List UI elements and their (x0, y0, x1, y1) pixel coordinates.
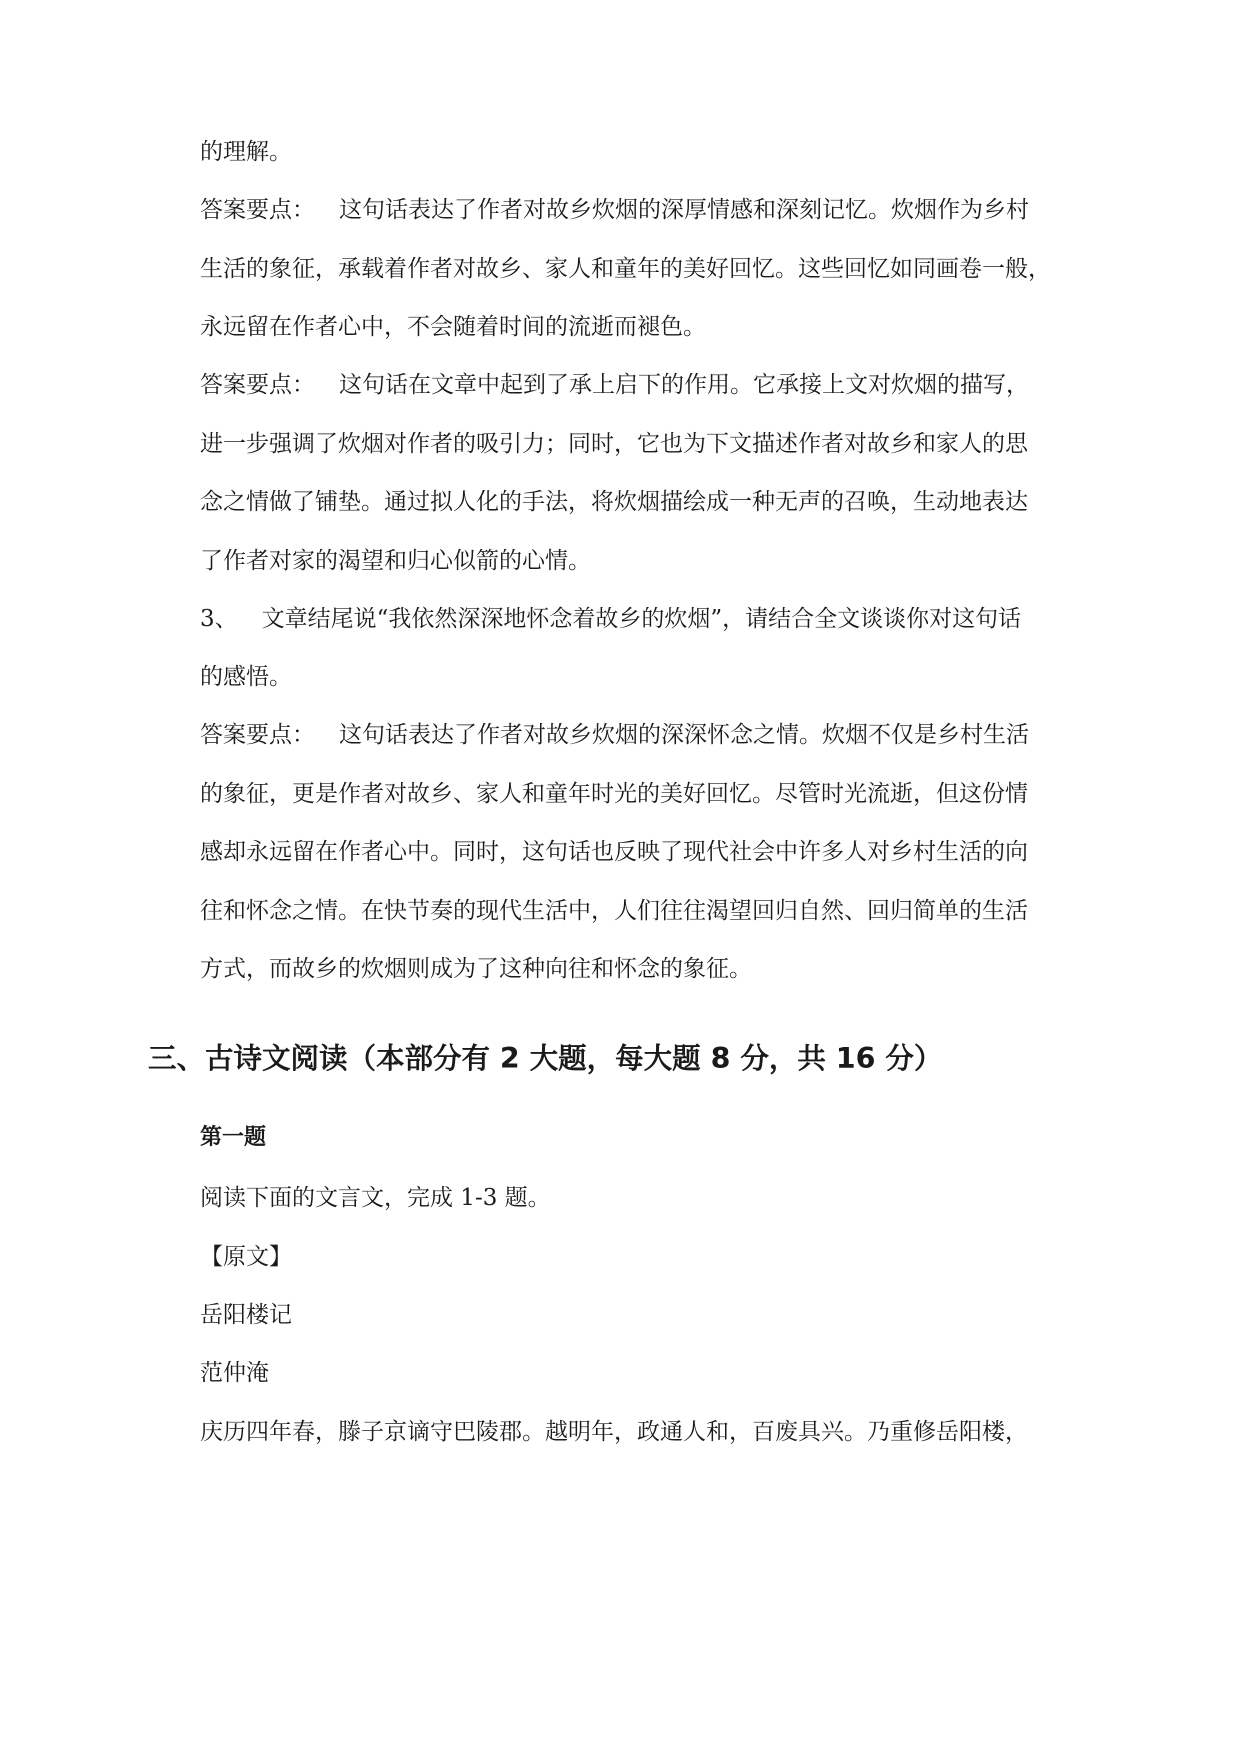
question3-line-1 (200, 603, 1021, 635)
answer2-line-4: 了作者对家的渴望和归心似箭的心情。 (200, 548, 591, 574)
answer3-line-5: 方式，而故乡的炊烟则成为了这种向往和怀念的象征。 (200, 956, 752, 982)
question-number: 3、 (200, 606, 238, 632)
answer1-line-2: 生活的象征，承载着作者对故乡、家人和童年的美好回忆。这些回忆如同画卷一般， (200, 256, 1051, 282)
subsection-heading: 第一题 (200, 1125, 267, 1150)
answer3-line-1 (200, 719, 1029, 751)
question-text: 文章结尾说“我依然深深地怀念着故乡的炊烟”，请结合全文谈谈你对这句话 (261, 606, 1022, 632)
answer-text: 这句话表达了作者对故乡炊烟的深厚情感和深刻记忆。炊烟作为乡村 (339, 197, 1029, 223)
answer1-line-3: 永远留在作者心中，不会随着时间的流逝而褪色。 (200, 314, 706, 340)
answer1-line-1 (200, 194, 1029, 226)
answer3-line-3: 感却永远留在作者心中。同时，这句话也反映了现代社会中许多人对乡村生活的向 (200, 839, 1028, 865)
answer2-line-3: 念之情做了铺垫。通过拟人化的手法，将炊烟描绘成一种无声的召唤，生动地表达 (200, 489, 1028, 515)
text-first-line: 庆历四年春，滕子京谪守巴陵郡。越明年，政通人和，百废具兴。乃重修岳阳楼， (200, 1419, 1028, 1445)
question3-line-2: 的感悟。 (200, 664, 292, 690)
text-author: 范仲淹 (200, 1360, 269, 1386)
original-text-tag: 【原文】 (200, 1244, 292, 1270)
answer2-line-1 (200, 369, 1029, 401)
answer-label: 答案要点： (200, 197, 315, 223)
instruction-line: 阅读下面的文言文，完成 1-3 题。 (200, 1185, 551, 1211)
section-heading: 三、古诗文阅读（本部分有 2 大题，每大题 8 分，共 16 分） (148, 1042, 943, 1075)
answer-label: 答案要点： (200, 372, 315, 398)
answer3-line-4: 往和怀念之情。在快节奏的现代生活中，人们往往渴望回归自然、回归简单的生活 (200, 898, 1028, 924)
answer3-line-2: 的象征，更是作者对故乡、家人和童年时光的美好回忆。尽管时光流逝，但这份情 (200, 781, 1028, 807)
q2-tail-line: 的理解。 (200, 139, 292, 165)
answer-text: 这句话表达了作者对故乡炊烟的深深怀念之情。炊烟不仅是乡村生活 (339, 722, 1029, 748)
answer2-line-2: 进一步强调了炊烟对作者的吸引力；同时，它也为下文描述作者对故乡和家人的思 (200, 431, 1028, 457)
text-title: 岳阳楼记 (200, 1302, 292, 1328)
answer-text: 这句话在文章中起到了承上启下的作用。它承接上文对炊烟的描写， (339, 372, 1029, 398)
answer-label: 答案要点： (200, 722, 315, 748)
